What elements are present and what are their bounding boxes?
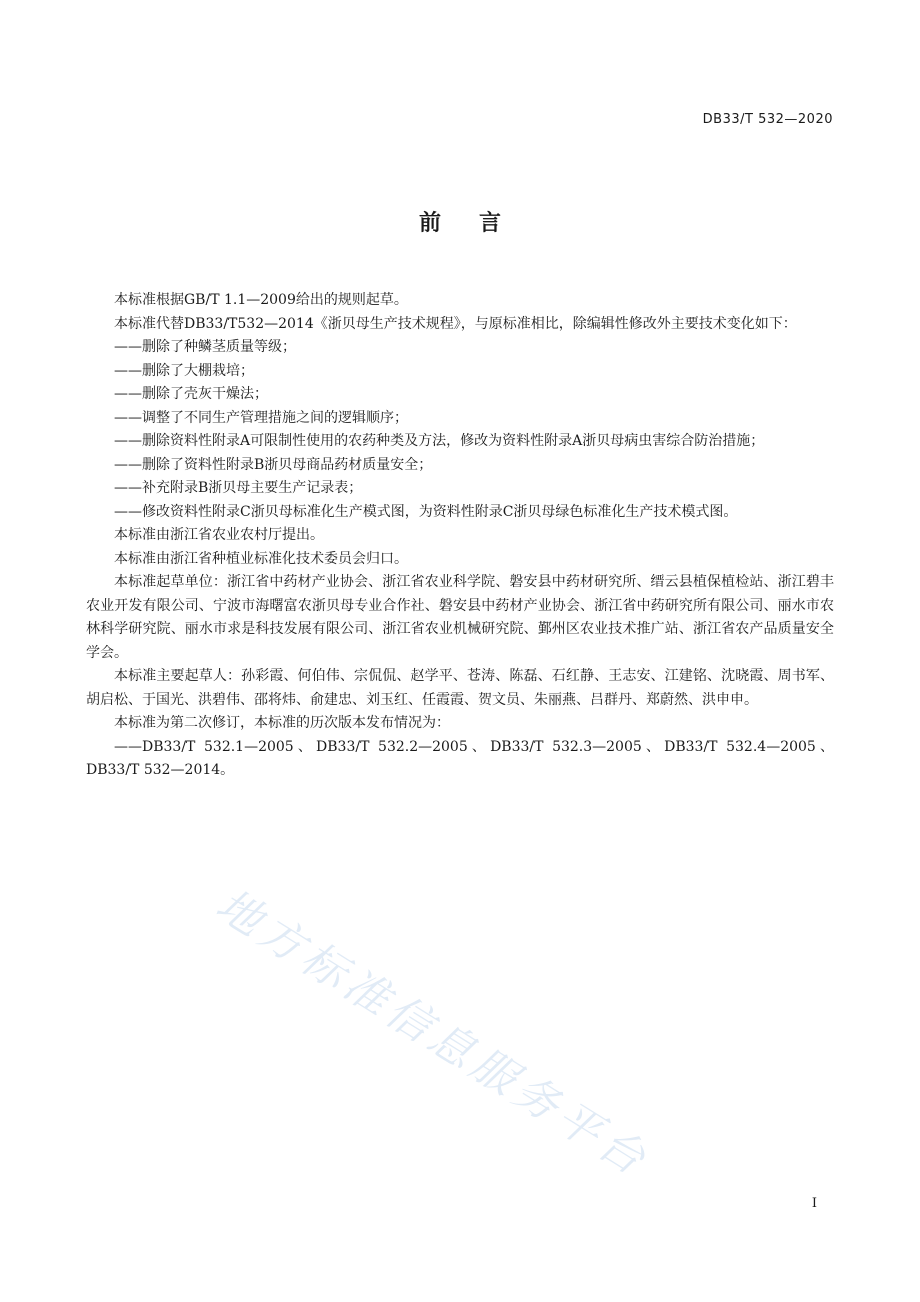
change-item: ——补充附录B浙贝母主要生产记录表； [114,480,363,496]
paragraph-history: ——DB33/T 532.1—2005、DB33/T 532.2—2005、DB33/T 532.3—2005、DB33/T 532.4—2005、DB33/T 532—2014。 [86,738,834,778]
change-item: ——删除了壳灰干燥法； [114,386,268,402]
change-item: ——删除了大棚栽培； [114,362,254,379]
paragraph-drafting-units: 本标准起草单位：浙江省中药材产业协会、浙江省农业科学院、磐安县中药材研究所、缙云县植保植检站、浙江碧丰农业开发有限公司、宁波市海曙富农浙贝母专业合作社、磐安县中药材产业协会、浙江省中药研究所有限公司、丽水市农林科学研究院、丽水市求是科技发展有限公司、浙江省农业机械研究院、鄞州区农业技术推广站、浙江省农产品质量安全学会。 [86,574,834,661]
paragraph-drafters: 本标准主要起草人：孙彩霞、何伯伟、宗侃侃、赵学平、苍涛、陈磊、石红静、王志安、江建铭、沈晓霞、周书军、胡启松、于国光、洪碧伟、邵将炜、俞建忠、刘玉红、任霞霞、贺文员、朱丽燕、吕群丹、郑蔚然、洪申申。 [86,668,834,708]
change-item: ——修改资料性附录C浙贝母标准化生产模式图，为资料性附录C浙贝母绿色标准化生产技术模式图。 [114,503,738,520]
paragraph-drafting-rules: 本标准根据GB/T 1.1—2009给出的规则起草。 [114,292,408,308]
document-code: DB33/T 532—2020 [702,112,833,127]
paragraph-centralized: 本标准由浙江省种植业标准化技术委员会归口。 [114,550,408,567]
paragraph-proposer: 本标准由浙江省农业农村厅提出。 [114,527,324,543]
foreword-body [86,289,834,783]
change-item: ——删除资料性附录A可限制性使用的农药种类及方法，修改为资料性附录A浙贝母病虫害综合防治措施； [114,433,765,449]
page-number: I [811,1196,817,1211]
paragraph-replacement: 本标准代替DB33/T532—2014《浙贝母生产技术规程》，与原标准相比，除编辑性修改外主要技术变化如下： [114,315,797,332]
change-item: ——删除了资料性附录B浙贝母商品药材质量安全； [114,456,433,473]
change-item: ——删除了种鳞茎质量等级； [114,339,296,355]
section-title: 前言 [418,211,539,236]
watermark: 地方标准信息服务平台 [207,879,659,1188]
change-item: ——调整了不同生产管理措施之间的逻辑顺序； [114,409,408,426]
paragraph-revision: 本标准为第二次修订，本标准的历次版本发布情况为： [114,715,450,731]
